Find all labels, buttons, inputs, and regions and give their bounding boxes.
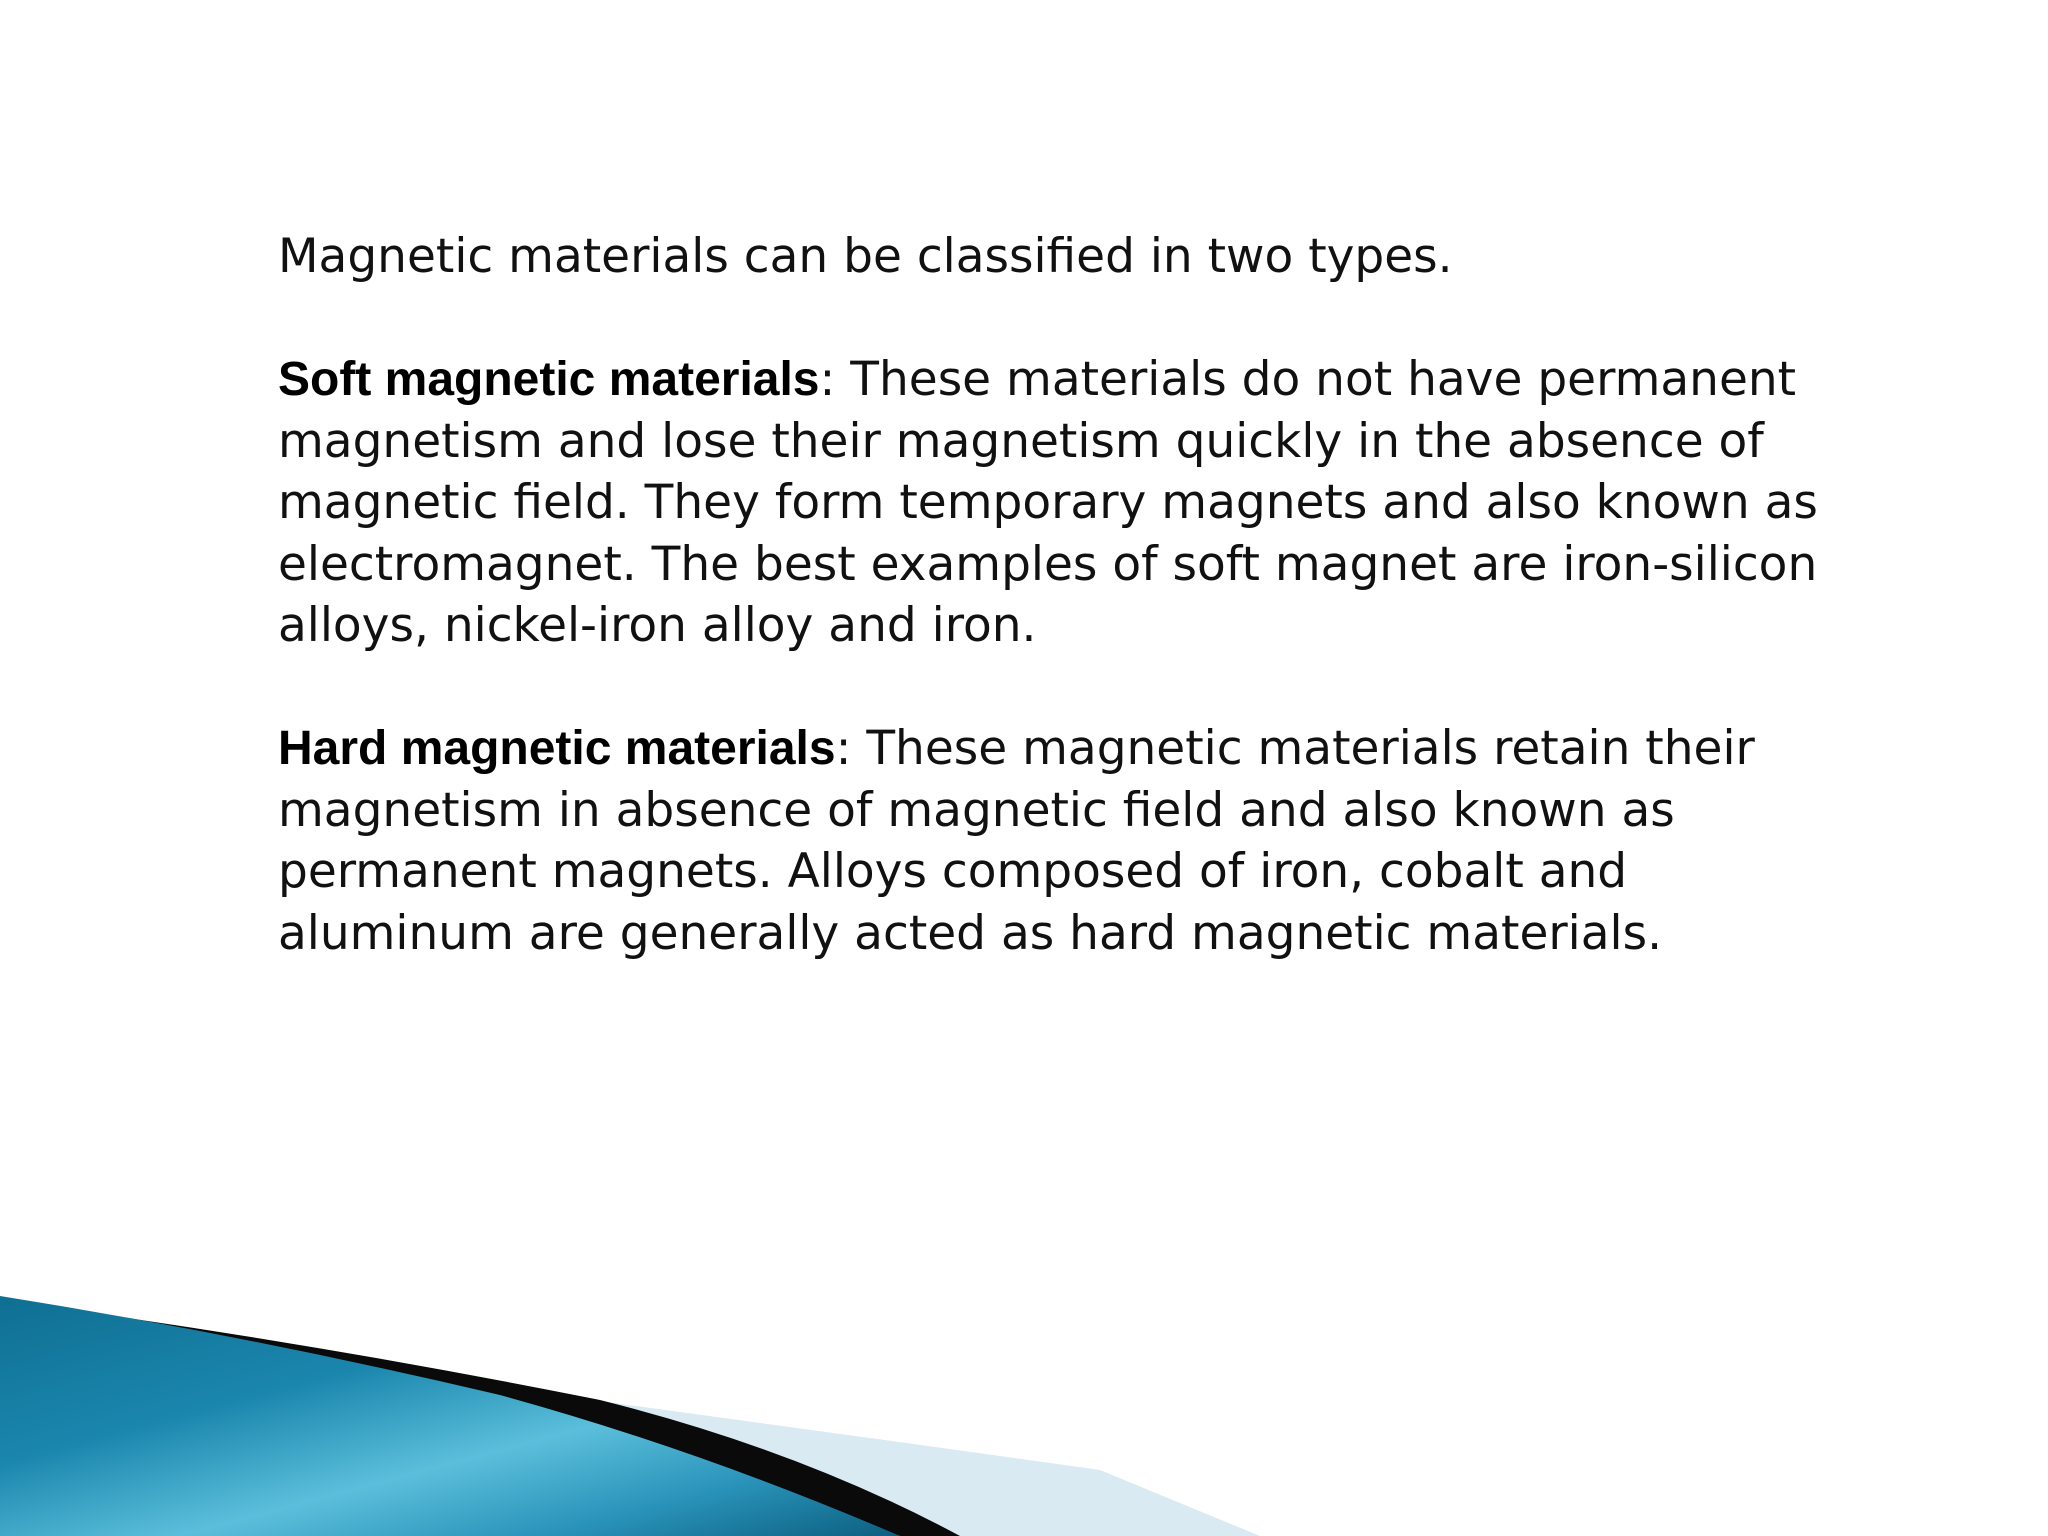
hard-magnetic-description: These magnetic materials retain their magnetism in absence of magnetic field and also known as permanent magnets. Alloys composed of iron, cobalt and aluminum are generally acted as hard magnetic materials. bbox=[278, 721, 1755, 961]
blue-swoosh-shape bbox=[0, 1296, 900, 1536]
hard-magnetic-term: Hard magnetic materials bbox=[278, 722, 836, 775]
hard-magnetic-separator: : bbox=[835, 721, 852, 776]
hard-magnetic-paragraph bbox=[278, 718, 1858, 964]
soft-magnetic-term: Soft magnetic materials bbox=[278, 353, 820, 406]
soft-magnetic-paragraph bbox=[278, 349, 1858, 657]
soft-magnetic-separator: : bbox=[819, 352, 836, 407]
slide-body bbox=[278, 226, 1858, 964]
intro-paragraph: Magnetic materials can be classified in two types. bbox=[278, 229, 1453, 284]
soft-magnetic-description: These materials do not have permanent magnetism and lose their magnetism quickly in the absence of magnetic field. They form temporary magnets and also known as electromagnet. The best examples of soft magnet are iron-silicon alloys, nickel-iron alloy and iron. bbox=[278, 352, 1818, 653]
